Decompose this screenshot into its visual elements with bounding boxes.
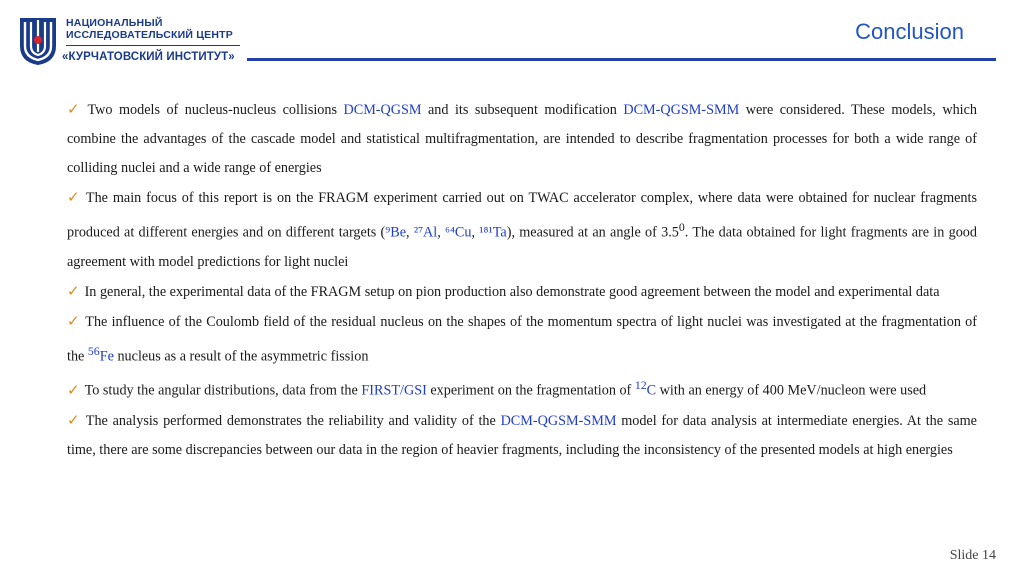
- checkmark-icon: ✓: [67, 188, 81, 206]
- bullet-item-1: ✓ Two models of nucleus-nucleus collisions DCM-QGSM and its subsequent modification DCM-QGSM-SMM were considered. These models, which combine the advantages of the cascade model and statistical multifragmentation, are intended to describe fragmentation processes for both a wide range of colliding nuclei and a wide range of energies: [67, 100, 977, 176]
- kurchatov-logo-icon: [18, 16, 58, 66]
- checkmark-icon: ✓: [67, 411, 81, 430]
- slide-number: Slide 14: [949, 548, 996, 563]
- bullet-item-3: ✓ In general, the experimental data of the FRAGM setup on pion production also demonstrate good agreement between the model and experimental data: [67, 281, 940, 300]
- checkmark-icon: ✓: [67, 311, 81, 330]
- org-line-2: ИССЛЕДОВАТЕЛЬСКИЙ ЦЕНТР: [66, 29, 233, 41]
- checkmark-icon: ✓: [67, 381, 80, 400]
- checkmark-icon: ✓: [67, 100, 83, 118]
- bullet-item-4: ✓ The influence of the Coulomb field of the residual nucleus on the shapes of the momentum spectra of light nuclei was investigated at the fragmentation of the $^{56}$Fe nucleus as a result of the asymmetric fission: [67, 311, 978, 365]
- org-divider: [66, 45, 240, 46]
- slide-title: Conclusion: [855, 19, 964, 44]
- conclusion-list: [67, 95, 977, 465]
- org-line-1: НАЦИОНАЛЬНЫЙ: [66, 17, 163, 29]
- bullet-item-2: ✓ The main focus of this report is on the FRAGM experiment carried out on TWAC accelerator complex, where data were obtained for nuclear fragments produced at different energies and on different targets (⁹Be, ²⁷Al, ⁶⁴Cu, ¹⁸¹Ta), measured at an angle of $3.5^0$. The data obtained for light fragments are in good agreement with model predictions for light nuclei: [67, 188, 977, 270]
- bullet-item-6: ✓ The analysis performed demonstrates the reliability and validity of the DCM-QGSM-SMM model for data analysis at intermediate energies. At the same time, there are some discrepancies between our data in the region of heavier fragments, including the inconsistency of the presented models at high energies: [67, 411, 977, 459]
- bullet-item-5: ✓ To study the angular distributions, data from the FIRST/GSI experiment on the fragmentation of $^{12}$C with an energy of 400 MeV/nucleon were used: [67, 378, 927, 400]
- organization-name: «КУРЧАТОВСКИЙ ИНСТИТУТ»: [62, 51, 235, 63]
- checkmark-icon: ✓: [67, 281, 80, 300]
- organization-caption: [66, 17, 233, 41]
- header-rule: [247, 58, 996, 61]
